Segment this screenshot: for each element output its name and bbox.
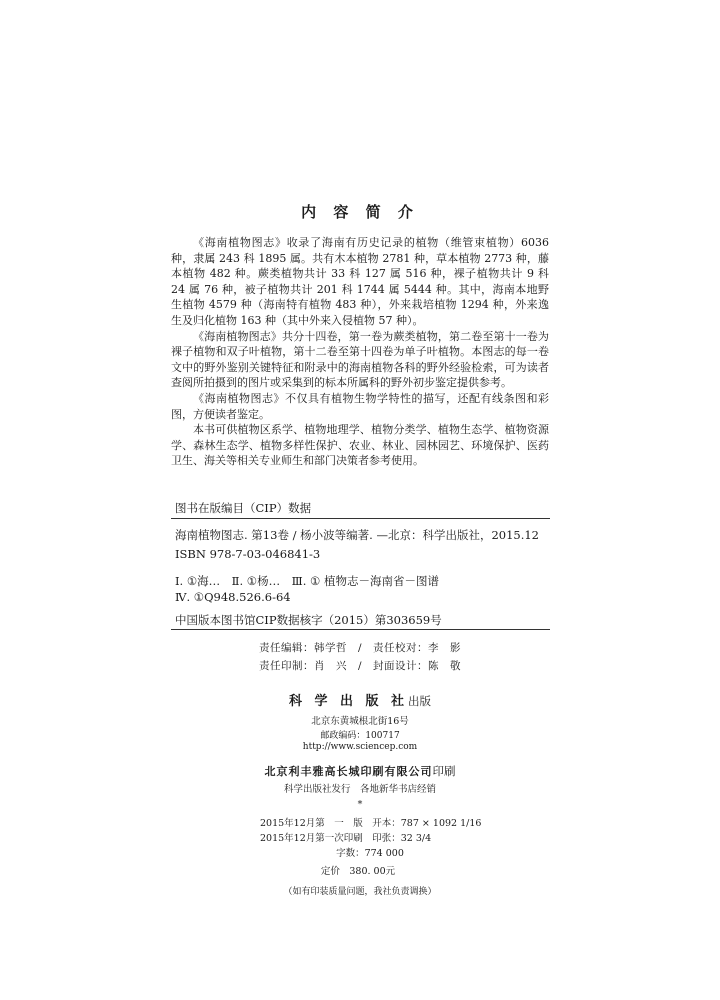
publisher-line xyxy=(0,690,720,709)
publisher-website: http://www.sciencep.com xyxy=(302,742,418,752)
summary-paragraph: 《海南植物图志》不仅具有植物生物学特性的描写，还配有线条图和彩图，方便读者鉴定。 xyxy=(171,391,549,421)
summary-body xyxy=(171,235,549,469)
cip-classification-number: Ⅳ. ①Q948.526.6-64 xyxy=(175,590,291,604)
cip-isbn: ISBN 978-7-03-046841-3 xyxy=(175,547,321,561)
publisher-address: 北京东黄城根北街16号 xyxy=(311,716,409,727)
cip-heading: 图书在版编目（CIP）数据 xyxy=(175,501,312,515)
publisher-suffix: 出版 xyxy=(408,694,432,708)
cip-top-divider xyxy=(171,518,550,519)
publisher-postcode: 邮政编码：100717 xyxy=(320,731,400,741)
cip-citation: 海南植物图志. 第13卷 / 杨小波等编著. —北京：科学出版社，2015.12 xyxy=(175,528,539,542)
cip-classification: Ⅰ. ①海… Ⅱ. ①杨… Ⅲ. ① 植物志－海南省－图谱 xyxy=(175,574,439,588)
printer-line xyxy=(0,760,720,779)
price: 定价 380. 00元 xyxy=(320,866,396,877)
printing-info: 2015年12月第一次印刷 印张：32 3/4 xyxy=(260,833,432,844)
staff-production: 责任印制：肖 兴 / 封面设计：陈 敬 xyxy=(259,660,462,672)
staff-editors: 责任编辑：韩学哲 / 责任校对：李 影 xyxy=(259,642,462,654)
summary-title: 内 容 简 介 xyxy=(301,203,419,221)
summary-paragraph: 《海南植物图志》收录了海南有历史记录的植物（维管束植物）6036种，隶属 243 科 1895 属。共有木本植物 2781 种，草本植物 2773 种，藤本植物 482 种。蕨类植物共计 33 科 127 属 516 种，裸子植物共计 9 科 24 属 76 种，被子植物共计 201 科 1744 属 5444 种。其中，海南本地野生植物 4579 种（海南特有植物 483 种），外来栽培植物 1294 种，外来逸生及归化植物 163 种（其中外来入侵植物 57 种）。 xyxy=(171,236,549,327)
summary-paragraph: 本书可供植物区系学、植物地理学、植物分类学、植物生态学、植物资源学、森林生态学、植物多样性保护、农业、林业、园林园艺、环境保护、医药卫生、海关等相关专业师生和部门决策者参考使用。 xyxy=(171,423,549,468)
distribution: 科学出版社发行 各地新华书店经销 xyxy=(283,784,436,795)
separator-star: * xyxy=(357,799,363,810)
summary-paragraph: 《海南植物图志》共分十四卷，第一卷为蕨类植物，第二卷至第十一卷为裸子植物和双子叶植物，第十二卷至第十四卷为单子叶植物。本图志的每一卷文中的野外鉴别关键特征和附录中的海南植物各科的野外经验检索，可为读者查阅所拍摄到的图片或采集到的标本所属科的野外初步鉴定提供参考。 xyxy=(171,329,549,390)
cip-verification: 中国版本图书馆CIP数据核字（2015）第303659号 xyxy=(175,613,442,627)
word-count: 字数：774 000 xyxy=(336,848,404,859)
printer-suffix: 印刷 xyxy=(432,764,456,778)
publisher-logo: 科 学 出 版 社 xyxy=(288,694,409,709)
quality-note: （如有印装质量问题，我社负责调换） xyxy=(283,887,437,897)
edition-info: 2015年12月第 一 版 开本：787 × 1092 1/16 xyxy=(260,818,482,829)
printer-logo: 北京利丰雅高长城印刷有限公司 xyxy=(264,765,433,778)
cip-bottom-divider xyxy=(171,629,550,630)
